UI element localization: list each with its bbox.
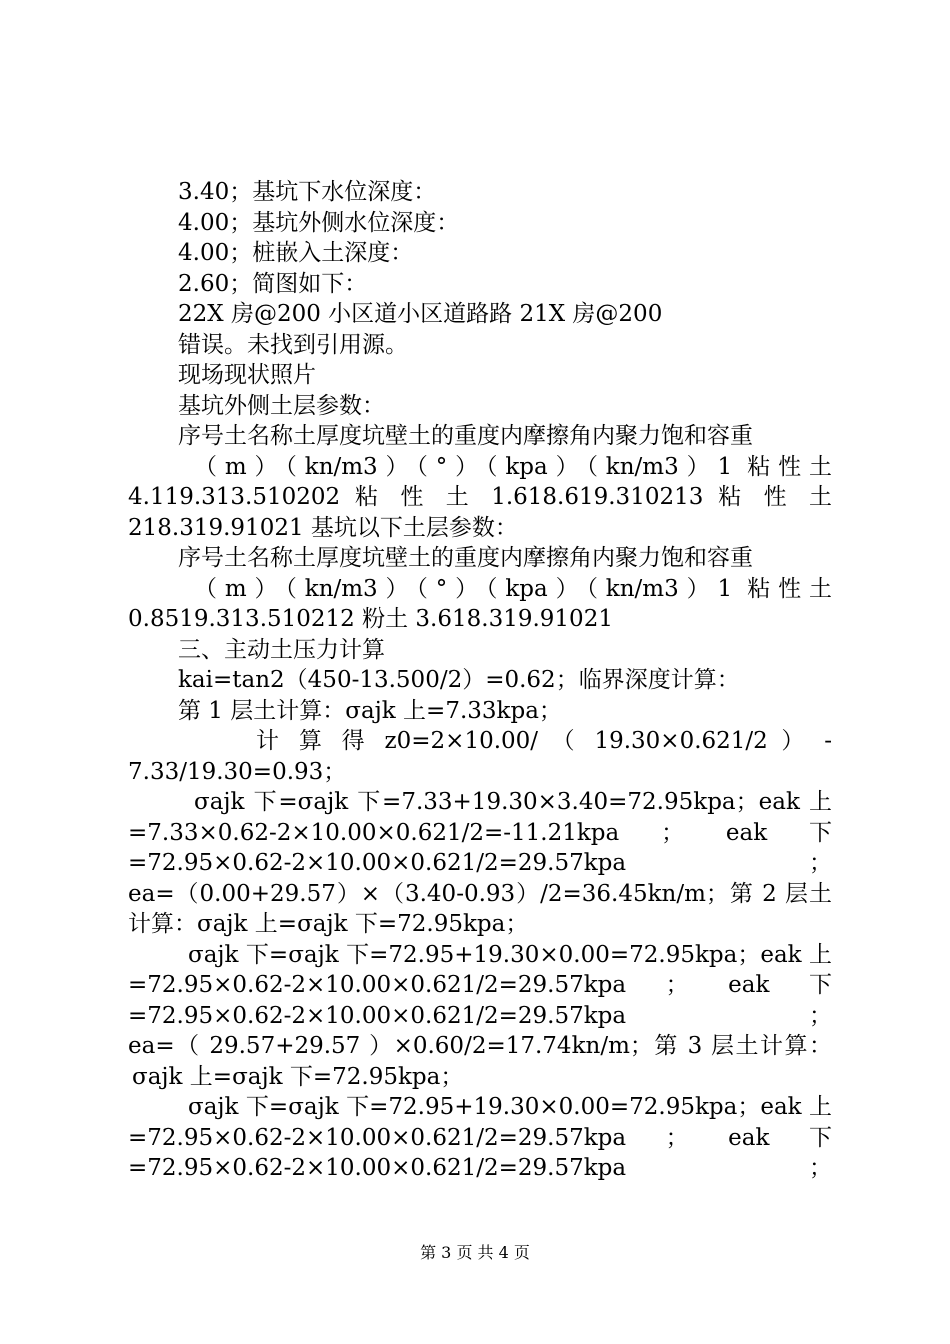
formula-line: =7.33×0.62-2×10.00×0.621/2=-11.21kpa ； eak 下 (128, 820, 832, 846)
table-units-line: （m）（kn/m3）（°）（kpa）（kn/m3）1 粘性土 (194, 454, 832, 480)
formula-line: σajk 下=σajk 下=72.95+19.30×0.00=72.95kpa；eak 上 (188, 1094, 832, 1120)
page-footer: 第 3 页 共 4 页 (420, 1243, 530, 1262)
formula-line: =72.95×0.62-2×10.00×0.621/2=29.57kpa ； eak 下 (128, 972, 832, 998)
text-line: 22X 房@200 小区道小区道路路 21X 房@200 (178, 301, 663, 327)
table-row-line: 4.119.313.510202 粘 性 土 1.618.619.310213 粘 性 土 (128, 484, 832, 510)
formula-line: σajk 下=σajk 下=72.95+19.30×0.00=72.95kpa；eak 上 (188, 942, 832, 968)
text-line: 错误。未找到引用源。 (178, 332, 408, 358)
text-line: 3.40；基坑下水位深度： (178, 179, 437, 205)
formula-line: 计 算 得 z0=2×10.00/ （ 19.30×0.621/2 ） - (256, 728, 832, 754)
text-line: 4.00；桩嵌入土深度： (178, 240, 414, 266)
text-line: 现场现状照片 (178, 362, 316, 388)
text-line: 2.60；简图如下： (178, 271, 368, 297)
formula-line: σajk 下=σajk 下=7.33+19.30×3.40=72.95kpa；eak 上 (194, 789, 832, 815)
table-row-line: 218.319.91021 基坑以下土层参数： (128, 515, 518, 541)
section-heading: 三、主动土压力计算 (178, 637, 385, 663)
formula-line: σajk 上=σajk 下=72.95kpa； (132, 1064, 464, 1090)
text-line: 基坑外侧土层参数： (178, 393, 385, 419)
formula-line: =72.95×0.62-2×10.00×0.621/2=29.57kpa ； (128, 1003, 832, 1029)
formula-line: 7.33/19.30=0.93； (128, 759, 347, 785)
formula-line: =72.95×0.62-2×10.00×0.621/2=29.57kpa ； eak 下 (128, 1125, 832, 1151)
text-line: 第 1 层土计算：σajk 上=7.33kpa； (178, 698, 562, 724)
formula-line: 计算：σajk 上=σajk 下=72.95kpa； (128, 911, 529, 937)
text-line: 4.00；基坑外侧水位深度： (178, 210, 460, 236)
formula-line: =72.95×0.62-2×10.00×0.621/2=29.57kpa ； (128, 850, 832, 876)
formula-line: =72.95×0.62-2×10.00×0.621/2=29.57kpa ； (128, 1155, 832, 1181)
table-units-line: （m）（kn/m3）（°）（kpa）（kn/m3）1 粘性土 (194, 576, 832, 602)
text-line: kai=tan2（450-13.500/2）=0.62；临界深度计算： (178, 667, 740, 693)
table-header-line: 序号土名称土厚度坑壁土的重度内摩擦角内聚力饱和容重 (178, 545, 753, 571)
formula-line: ea=（0.00+29.57）×（3.40-0.93）/2=36.45kn/m；第 2 层土 (128, 881, 832, 907)
table-header-line: 序号土名称土厚度坑壁土的重度内摩擦角内聚力饱和容重 (178, 423, 753, 449)
formula-line: ea=（ 29.57+29.57 ）×0.60/2=17.74kn/m；第 3 层土计算： (128, 1033, 832, 1059)
table-row-line: 0.8519.313.510212 粉土 3.618.319.91021 (128, 606, 613, 632)
